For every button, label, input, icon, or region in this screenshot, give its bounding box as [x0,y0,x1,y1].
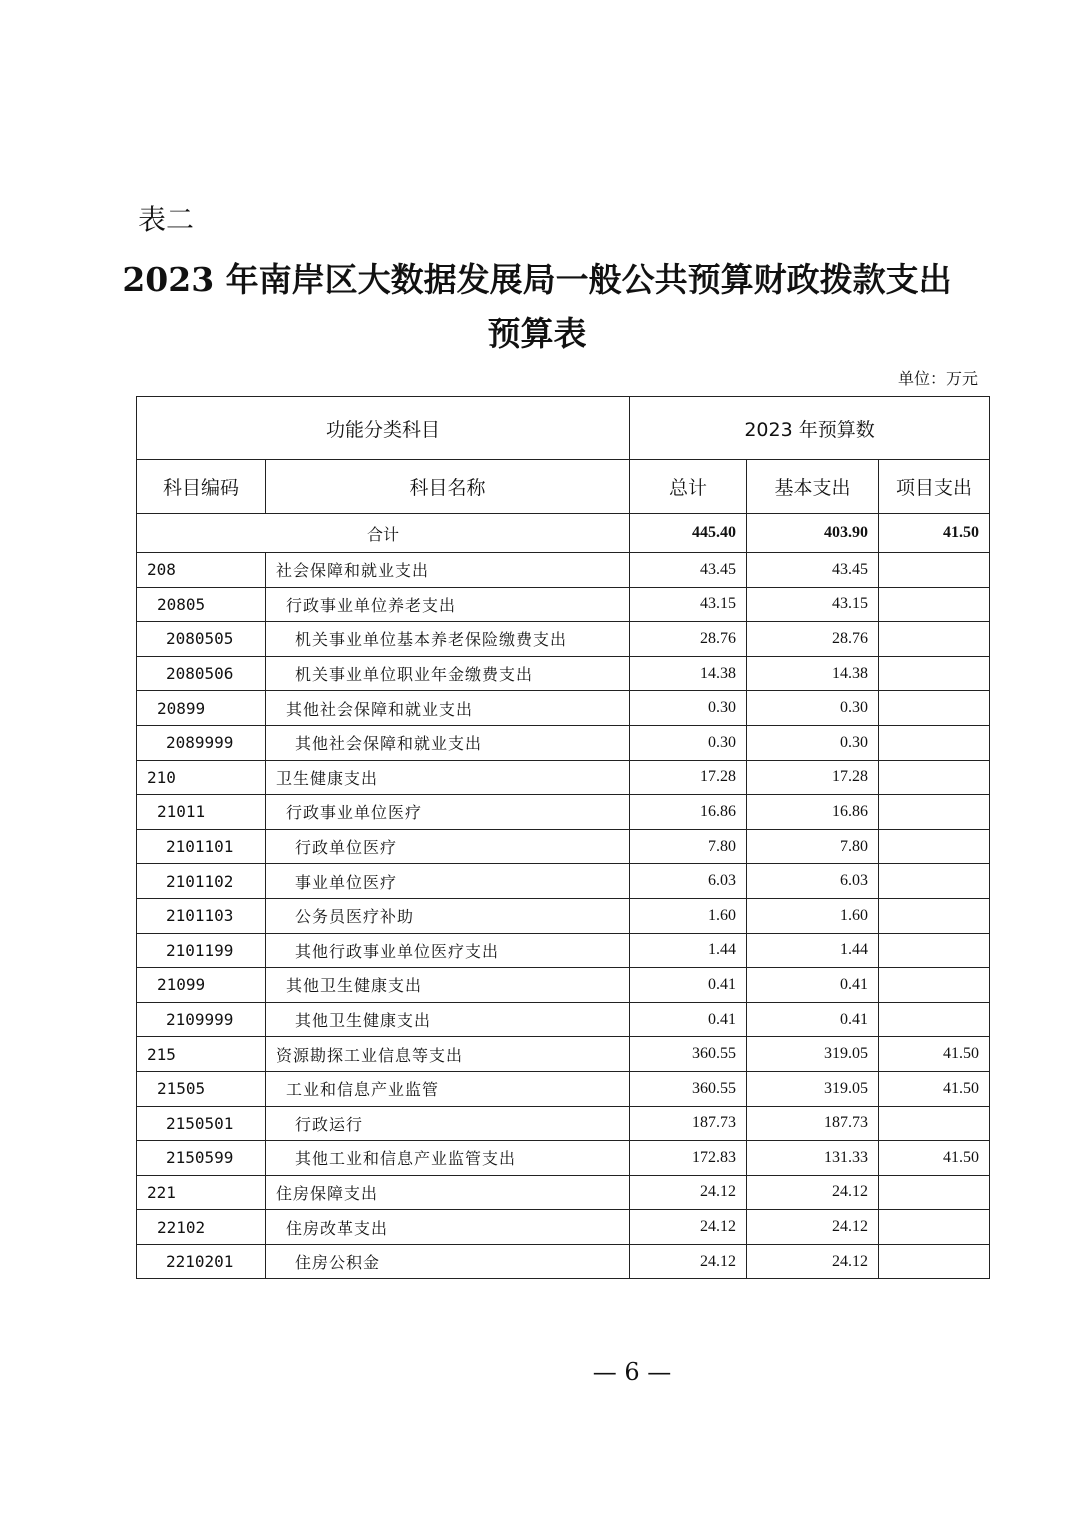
row-total: 0.41 [630,968,747,1003]
row-code: 2080506 [137,656,266,691]
row-code: 2089999 [137,725,266,760]
total-basic: 403.90 [747,514,879,553]
row-total: 14.38 [630,656,747,691]
row-code: 2109999 [137,1002,266,1037]
table-label: 表二 [138,203,195,236]
unit-note: 单位：万元 [897,369,978,388]
page-number: — 6 — [592,1358,672,1386]
row-name: 住房公积金 [266,1244,630,1279]
row-basic: 6.03 [747,864,879,899]
table-row [137,898,990,933]
header-name: 科目名称 [266,460,630,514]
header-functional-category: 功能分类科目 [137,397,630,460]
row-code: 2210201 [137,1244,266,1279]
row-name: 其他卫生健康支出 [266,1002,630,1037]
table-row [137,1071,990,1106]
row-code: 2101199 [137,933,266,968]
table-row [137,1210,990,1245]
document-title: 2023 年南岸区大数据发展局一般公共预算财政拨款支出 [122,260,952,299]
row-name: 行政事业单位医疗 [266,795,630,830]
row-total: 0.30 [630,725,747,760]
total-label: 合计 [137,514,630,553]
total-row [137,514,990,553]
header-group-row [137,397,990,460]
row-code: 22102 [137,1210,266,1245]
row-project [879,553,990,588]
row-basic: 43.15 [747,587,879,622]
table-row [137,933,990,968]
row-project [879,829,990,864]
table-row [137,1002,990,1037]
row-name: 行政单位医疗 [266,829,630,864]
row-name: 卫生健康支出 [266,760,630,795]
row-name: 行政运行 [266,1106,630,1141]
row-name: 住房保障支出 [266,1175,630,1210]
header-total: 总计 [630,460,747,514]
header-columns-row [137,460,990,514]
row-basic: 0.41 [747,968,879,1003]
row-basic: 7.80 [747,829,879,864]
row-project [879,656,990,691]
row-project: 41.50 [879,1037,990,1072]
row-name: 其他社会保障和就业支出 [266,725,630,760]
row-name: 行政事业单位养老支出 [266,587,630,622]
table-row [137,587,990,622]
row-basic: 131.33 [747,1141,879,1176]
row-basic: 1.44 [747,933,879,968]
row-total: 7.80 [630,829,747,864]
row-total: 0.30 [630,691,747,726]
row-total: 360.55 [630,1071,747,1106]
row-total: 24.12 [630,1210,747,1245]
row-project [879,760,990,795]
budget-table [136,396,990,1279]
row-basic: 0.41 [747,1002,879,1037]
row-total: 187.73 [630,1106,747,1141]
row-total: 360.55 [630,1037,747,1072]
row-name: 公务员医疗补助 [266,898,630,933]
row-total: 43.15 [630,587,747,622]
row-total: 0.41 [630,1002,747,1037]
row-code: 221 [137,1175,266,1210]
table-row [137,1244,990,1279]
row-basic: 187.73 [747,1106,879,1141]
row-project [879,622,990,657]
row-name: 事业单位医疗 [266,864,630,899]
table-row [137,622,990,657]
row-project [879,587,990,622]
row-code: 208 [137,553,266,588]
row-basic: 14.38 [747,656,879,691]
row-total: 24.12 [630,1244,747,1279]
row-name: 资源勘探工业信息等支出 [266,1037,630,1072]
row-project: 41.50 [879,1071,990,1106]
table-row [137,691,990,726]
row-code: 210 [137,760,266,795]
row-name: 其他行政事业单位医疗支出 [266,933,630,968]
row-code: 2101102 [137,864,266,899]
row-total: 43.45 [630,553,747,588]
row-project: 41.50 [879,1141,990,1176]
row-code: 2080505 [137,622,266,657]
row-basic: 17.28 [747,760,879,795]
row-code: 2101101 [137,829,266,864]
row-total: 28.76 [630,622,747,657]
row-project [879,795,990,830]
row-basic: 0.30 [747,691,879,726]
row-basic: 43.45 [747,553,879,588]
row-total: 17.28 [630,760,747,795]
table-row [137,760,990,795]
table-row [137,656,990,691]
row-project [879,968,990,1003]
row-basic: 28.76 [747,622,879,657]
row-code: 21099 [137,968,266,1003]
row-name: 机关事业单位基本养老保险缴费支出 [266,622,630,657]
row-project [879,933,990,968]
row-basic: 16.86 [747,795,879,830]
table-row [137,864,990,899]
row-basic: 24.12 [747,1244,879,1279]
row-total: 1.60 [630,898,747,933]
row-basic: 1.60 [747,898,879,933]
header-project: 项目支出 [879,460,990,514]
row-code: 215 [137,1037,266,1072]
row-project [879,898,990,933]
document-title-line2: 预算表 [487,314,587,353]
row-project [879,1002,990,1037]
table-row [137,725,990,760]
total-project: 41.50 [879,514,990,553]
row-basic: 319.05 [747,1037,879,1072]
table-row [137,1175,990,1210]
header-budget-2023: 2023 年预算数 [630,397,990,460]
row-name: 社会保障和就业支出 [266,553,630,588]
row-code: 20805 [137,587,266,622]
row-basic: 0.30 [747,725,879,760]
table-row [137,1037,990,1072]
row-code: 21505 [137,1071,266,1106]
row-code: 2101103 [137,898,266,933]
table-row [137,795,990,830]
row-name: 其他社会保障和就业支出 [266,691,630,726]
table-row [137,829,990,864]
row-project [879,1210,990,1245]
header-code: 科目编码 [137,460,266,514]
row-project [879,1106,990,1141]
row-basic: 319.05 [747,1071,879,1106]
row-name: 其他工业和信息产业监管支出 [266,1141,630,1176]
row-project [879,725,990,760]
table-row [137,1106,990,1141]
row-total: 6.03 [630,864,747,899]
row-code: 2150599 [137,1141,266,1176]
row-project [879,1244,990,1279]
row-total: 172.83 [630,1141,747,1176]
row-name: 工业和信息产业监管 [266,1071,630,1106]
row-total: 24.12 [630,1175,747,1210]
table-row [137,1141,990,1176]
row-project [879,1175,990,1210]
row-basic: 24.12 [747,1210,879,1245]
table-row [137,553,990,588]
row-code: 21011 [137,795,266,830]
row-name: 其他卫生健康支出 [266,968,630,1003]
row-code: 20899 [137,691,266,726]
row-name: 住房改革支出 [266,1210,630,1245]
row-project [879,691,990,726]
row-total: 16.86 [630,795,747,830]
row-basic: 24.12 [747,1175,879,1210]
row-code: 2150501 [137,1106,266,1141]
row-total: 1.44 [630,933,747,968]
total-total: 445.40 [630,514,747,553]
row-name: 机关事业单位职业年金缴费支出 [266,656,630,691]
header-basic: 基本支出 [747,460,879,514]
table-row [137,968,990,1003]
row-project [879,864,990,899]
